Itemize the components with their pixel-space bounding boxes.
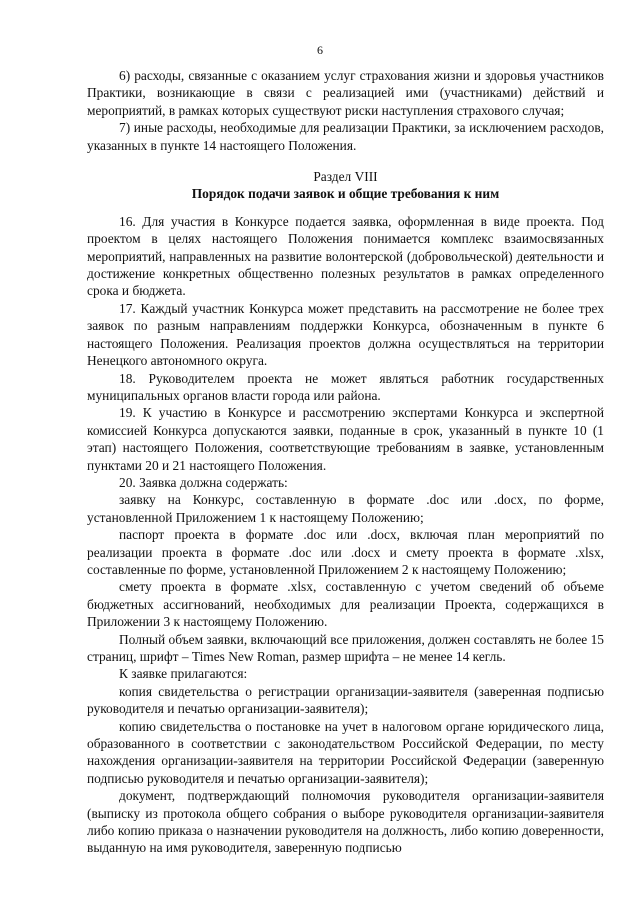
- paragraph-17: 17. Каждый участник Конкурса может представить на рассмотрение не более трех заявок по разным направлениям поддержки Конкурса, обозначенным в пункте 6 настоящего Положения. Реализация проектов должна осуществляться на территории Ненецкого автономного округа.: [87, 300, 604, 369]
- list-item-registration-certificate: копия свидетельства о регистрации организации-заявителя (заверенная подписью руководителя и печатью организации-заявителя);: [87, 683, 604, 717]
- section-number: Раздел VIII: [313, 169, 378, 185]
- paragraph-item-7: 7) иные расходы, необходимые для реализации Практики, за исключением расходов, указанных в пункте 14 настоящего Положения.: [87, 120, 604, 153]
- section-title: Порядок подачи заявок и общие требования к ним: [191, 186, 500, 202]
- paragraph-attachments-heading: К заявке прилагаются:: [119, 666, 248, 682]
- paragraph-item-6: 6) расходы, связанные с оказанием услуг страхования жизни и здоровья участников Практики, возникающие в связи с реализацией ими (участниками) действий и мероприятий, в рамках которых существуют риски наступления страхового случая;: [87, 68, 604, 118]
- list-item-tax-registration: копию свидетельства о постановке на учет в налоговом органе юридического лица, образованного в соответствии с законодательством Российской Федерации, по месту нахождения организации-заявителя на территории Российской Федерации (заверенную подписью руководителя и печатью организации-заявителя);: [87, 718, 604, 786]
- list-item-application-form: заявку на Конкурс, составленную в формате .doc или .docx, по форме, установленной Приложением 1 к настоящему Положению;: [87, 492, 604, 525]
- paragraph-volume-requirements: Полный объем заявки, включающий все приложения, должен составлять не более 15 страниц, шрифт – Times New Roman, размер шрифта – не менее 14 кегль.: [87, 631, 604, 664]
- list-item-project-passport: паспорт проекта в формате .doc или .docx, включая план мероприятий по реализации проекта в формате .doc или .docx и смету проекта в формате .xlsx, составленные по форме, установленной Приложением 2 к настоящему Положению;: [87, 527, 604, 577]
- paragraph-16: 16. Для участия в Конкурсе подается заявка, оформленная в виде проекта. Под проектом в целях настоящего Положения понимается комплекс взаимосвязанных мероприятий, направленных на развитие волонтерской (добровольческой) деятельности и достижение конкретных общественно полезных результатов в рамках определенного срока и бюджета.: [87, 213, 604, 299]
- document-body: [87, 67, 604, 857]
- page-number: 6: [317, 43, 323, 57]
- paragraph-18: 18. Руководителем проекта не может являться работник государственных муниципальных органов власти города или района.: [87, 370, 604, 403]
- list-item-authority-document: документ, подтверждающий полномочия руководителя организации-заявителя (выписку из протокола общего собрания о выборе руководителя организации-заявителя либо копию приказа о назначении руководителя на должность, либо копию доверенности, выданную на имя руководителя, заверенную подписью: [87, 788, 604, 856]
- list-item-project-budget: смету проекта в формате .xlsx, составленную с учетом сведений об объеме бюджетных ассигнований, необходимых для реализации Проекта, содержащихся в Приложении 3 к настоящему Положению.: [87, 579, 604, 630]
- paragraph-20: 20. Заявка должна содержать:: [119, 474, 288, 490]
- paragraph-19: 19. К участию в Конкурсе и рассмотрению экспертами Конкурса и экспертной комиссией Конкурса допускаются заявки, поданные в срок, указанный в пункте 10 (1 этап) настоящего Положения, соответствующие требованиям в заявке, установленным пунктами 20 и 21 настоящего Положения.: [87, 405, 604, 473]
